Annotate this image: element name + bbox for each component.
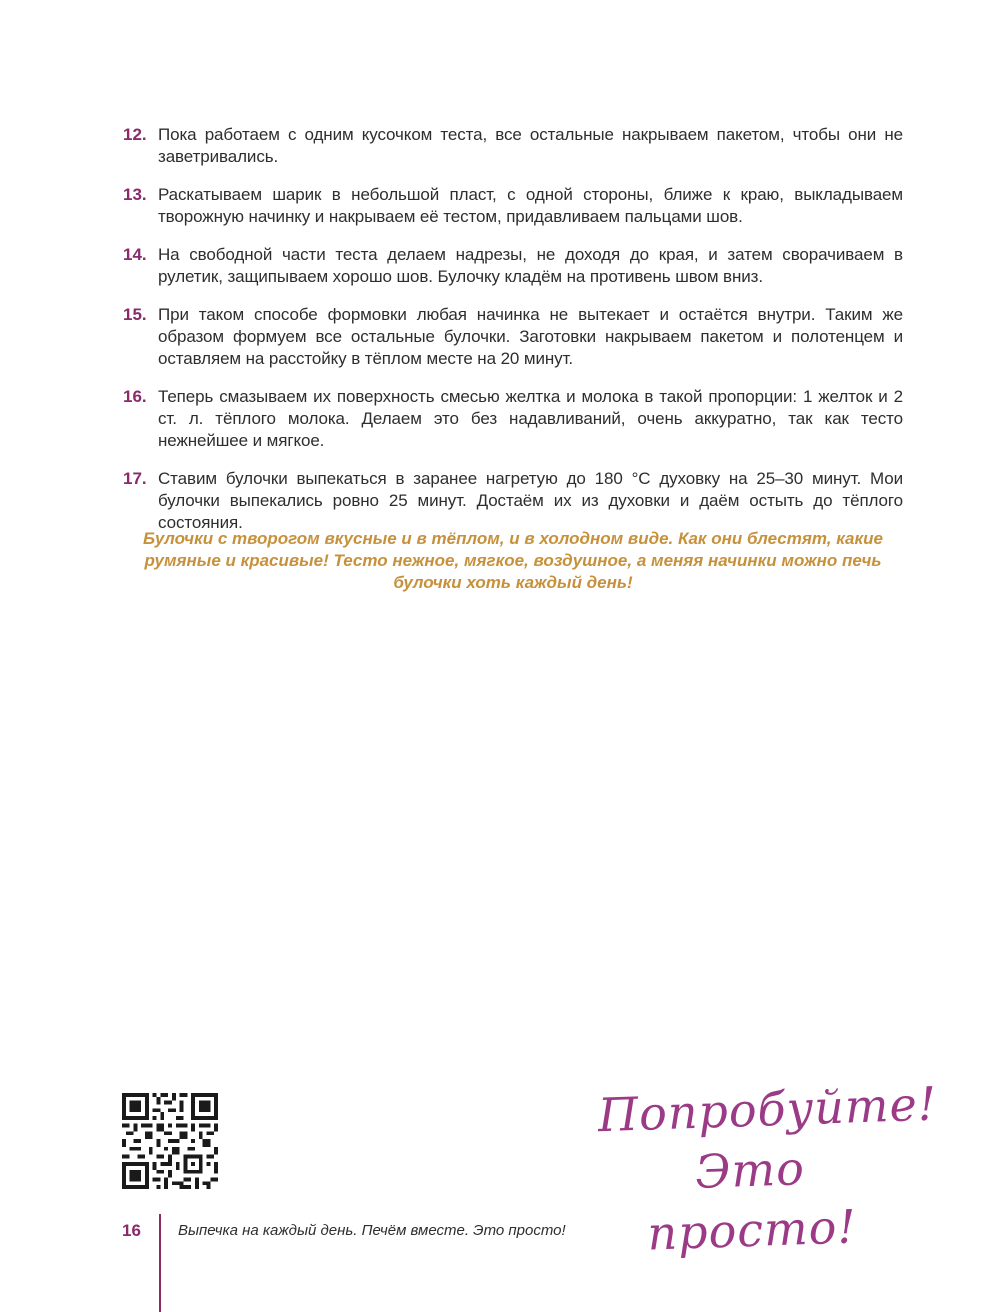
step-15: [123, 304, 903, 370]
handwritten-slogan: [597, 1075, 939, 1265]
step-text: Ставим булочки выпекаться в заранее нагретую до 180 °С духовку на 25–30 минут. Мои булочки выпекались ровно 25 минут. Достаём их из духовки и даём остыть до тёплого состояния.: [158, 469, 903, 532]
footer-divider: [159, 1214, 161, 1312]
running-footer-title: Выпечка на каждый день. Печём вместе. Это просто!: [178, 1222, 566, 1239]
step-number: 12.: [123, 125, 147, 144]
step-text: Раскатываем шарик в небольшой пласт, с одной стороны, ближе к краю, выкладываем творожную начинку и накрываем её тестом, придавливаем пальцами шов.: [158, 185, 903, 226]
page-number: 16: [122, 1221, 141, 1240]
slogan-line: Это просто!: [646, 1141, 858, 1261]
step-number: 13.: [123, 185, 147, 204]
recipe-steps: [123, 124, 903, 550]
slogan-line: Попробуйте!: [597, 1076, 939, 1143]
step-text: При таком способе формовки любая начинка не вытекает и остаётся внутри. Таким же образом формуем все остальные булочки. Заготовки накрываем пакетом и полотенцем и оставляем на расстойку в тёплом месте на 20 минут.: [158, 305, 903, 368]
qr-code-icon[interactable]: [122, 1093, 218, 1189]
step-number: 17.: [123, 469, 147, 488]
step-number: 14.: [123, 245, 147, 264]
step-13: [123, 184, 903, 228]
step-12: [123, 124, 903, 168]
step-text: Пока работаем с одним кусочком теста, все остальные накрываем пакетом, чтобы они не заветривались.: [158, 125, 903, 166]
conclusion-note: Булочки с творогом вкусные и в тёплом, и в холодном виде. Как они блестят, какие румяные и красивые! Тесто нежное, мягкое, воздушное, а меняя начинки можно печь булочки хоть каждый день!: [143, 529, 883, 592]
step-14: [123, 244, 903, 288]
step-17: [123, 468, 903, 534]
step-text: Теперь смазываем их поверхность смесью желтка и молока в такой пропорции: 1 желток и 2 ст. л. тёплого молока. Делаем это без надавливаний, очень аккуратно, так как тесто нежнейшее и мягкое.: [158, 387, 903, 450]
step-text: На свободной части теста делаем надрезы, не доходя до края, и затем сворачиваем в рулетик, защипываем хорошо шов. Булочку кладём на противень швом вниз.: [158, 245, 903, 286]
step-number: 15.: [123, 305, 147, 324]
step-16: [123, 386, 903, 452]
step-number: 16.: [123, 387, 147, 406]
